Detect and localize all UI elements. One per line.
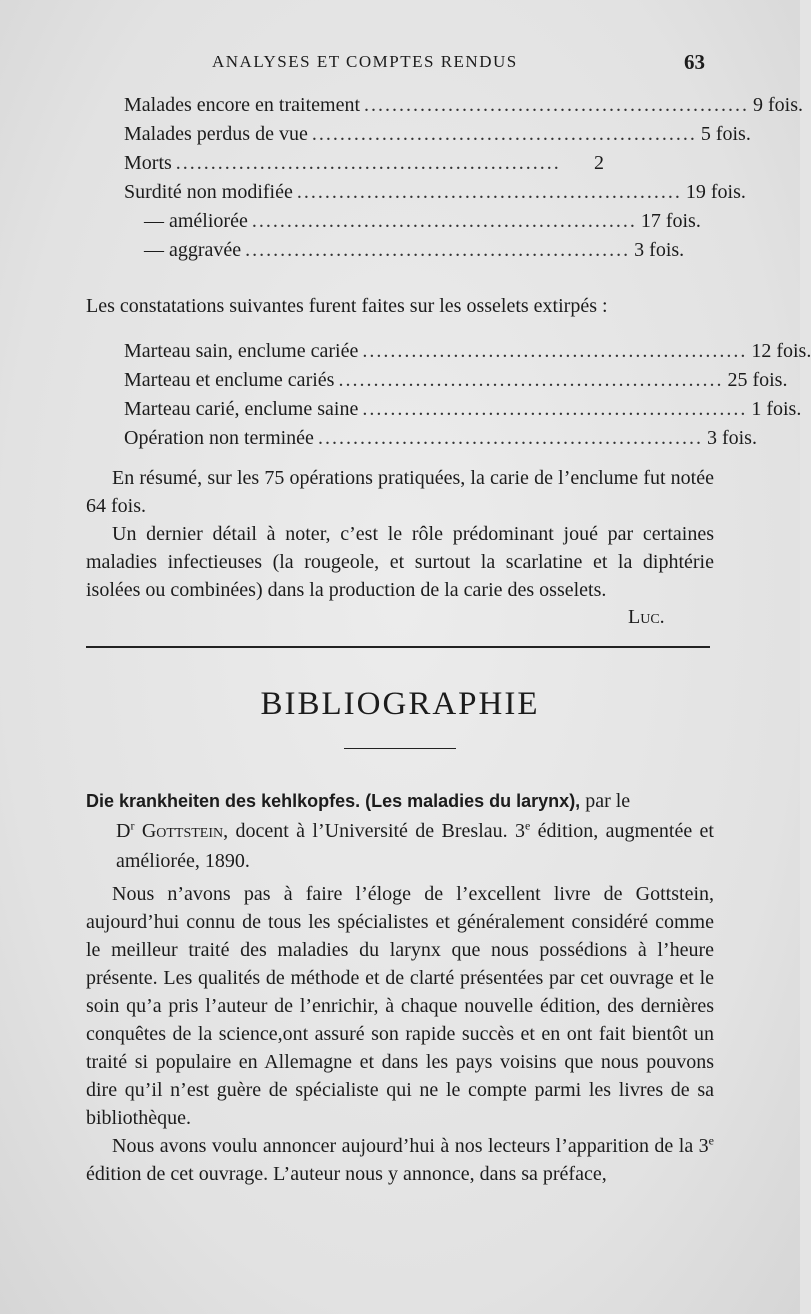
- stats-label: Surdité non modifiée: [124, 181, 293, 203]
- detail-paragraph: Un dernier détail à noter, c’est le rôle prédominant joué par certaines maladies infectieuses (la rougeole, et surtout la scarlatine et la diphtérie isolées ou combinées) dans la production de la carie des osselets.: [86, 523, 714, 601]
- stats-row: Malades encore en traitement ....................................................... 9 fois.: [124, 94, 803, 116]
- stats-row: Malades perdus de vue ....................................................... 5 fois.: [124, 123, 751, 145]
- author-line: $D^r$ Gottstein, docent à l’Université de Breslau. 3e édition, augmentée et améliorée, 1890.: [116, 818, 714, 872]
- stats-value: 9 fois.: [753, 94, 803, 116]
- ossicle-value: 25 fois.: [727, 369, 788, 391]
- author-name: Gottstein,: [141, 820, 229, 842]
- page-number: 63: [684, 50, 705, 74]
- stats-value: 2: [594, 152, 604, 174]
- ossicle-row: Marteau et enclume cariés ....................................................... 25 fois.: [124, 369, 788, 391]
- stats-label: Malades perdus de vue: [124, 123, 308, 145]
- stats-value: 5 fois.: [700, 123, 751, 145]
- stats-value: 3 fois.: [634, 239, 685, 261]
- stats-label: — améliorée: [144, 210, 248, 232]
- book-title: Die krankheiten des kehlkopfes.: [86, 791, 361, 811]
- stats-value: 17 fois.: [640, 210, 701, 232]
- page-header: [0, 50, 800, 80]
- stats-label: — aggravée: [144, 239, 242, 261]
- ossicle-value: 12 fois.: [751, 340, 811, 362]
- ossicles-intro: Les constatations suivantes furent faites sur les osselets extirpés :: [86, 295, 608, 317]
- stats-row: — aggravée ....................................................... 3 fois.: [144, 239, 685, 261]
- ossicle-value: 1 fois.: [751, 398, 802, 420]
- ossicle-label: Marteau sain, enclume cariée: [124, 340, 359, 362]
- stats-label: Morts: [124, 152, 172, 174]
- section-divider: [86, 646, 710, 648]
- ossicle-label: Marteau carié, enclume saine: [124, 398, 359, 420]
- running-title: ANALYSES ET COMPTES RENDUS: [212, 52, 518, 71]
- ossicle-label: Marteau et enclume cariés: [124, 369, 335, 391]
- review-paragraph-2: Nous avons voulu annoncer aujourd’hui à nos lecteurs l’apparition de la 3e édition de cet ouvrage. L’auteur nous y annonce, dans sa préface,: [86, 1133, 714, 1185]
- stats-row: Surdité non modifiée ....................................................... 19 fois.: [124, 181, 746, 203]
- ossicle-row: Marteau sain, enclume cariée ....................................................... 12 fois.: [124, 340, 811, 362]
- book-subtitle: (Les maladies du larynx),: [365, 791, 581, 811]
- ossicle-row: Marteau carié, enclume saine ....................................................... 1 fois.: [124, 398, 802, 420]
- heading-underline: [344, 748, 456, 749]
- signature: Luc.: [628, 606, 665, 628]
- section-heading: BIBLIOGRAPHIE: [260, 686, 540, 722]
- ossicle-row: Opération non terminée ....................................................... 3 fois.: [124, 427, 757, 449]
- ossicle-label: Opération non terminée: [124, 427, 314, 449]
- stats-label: Malades encore en traitement: [124, 94, 360, 116]
- stats-row: Morts ....................................................... 2: [124, 150, 652, 176]
- ossicle-value: 3 fois.: [706, 427, 757, 449]
- stats-row: — améliorée ....................................................... 17 fois.: [144, 210, 701, 232]
- bibliography-entry: Die krankheiten des kehlkopfes. (Les maladies du larynx), par le $D^r$ Gottstein, docent à l’Université de Breslau. 3e édition, augmentée et améliorée, 1890.: [86, 786, 714, 876]
- review-paragraph: Nous n’avons pas à faire l’éloge de l’excellent livre de Gottstein, aujourd’hui connu de tous les spécialistes et généralement considéré comme le meilleur traité des maladies du larynx que nous possédions à l’heure présente. Les qualités de méthode et de clarté présentées par cet ouvrage et le soin qu’a pris l’auteur de l’enrichir, à chaque nouvelle édition, des dernières conquêtes de la science,ont assuré son rapide succès et en ont fait bientôt un traité si populaire en Allemagne et dans les pays voisins que nous pouvons dire qu’il n’est guère de spécialiste qui ne le compte parmi les livres de sa bibliothèque.: [86, 883, 714, 1129]
- summary-paragraph: En résumé, sur les 75 opérations pratiquées, la carie de l’enclume fut notée 64 fois.: [86, 467, 714, 517]
- stats-value: 19 fois.: [685, 181, 746, 203]
